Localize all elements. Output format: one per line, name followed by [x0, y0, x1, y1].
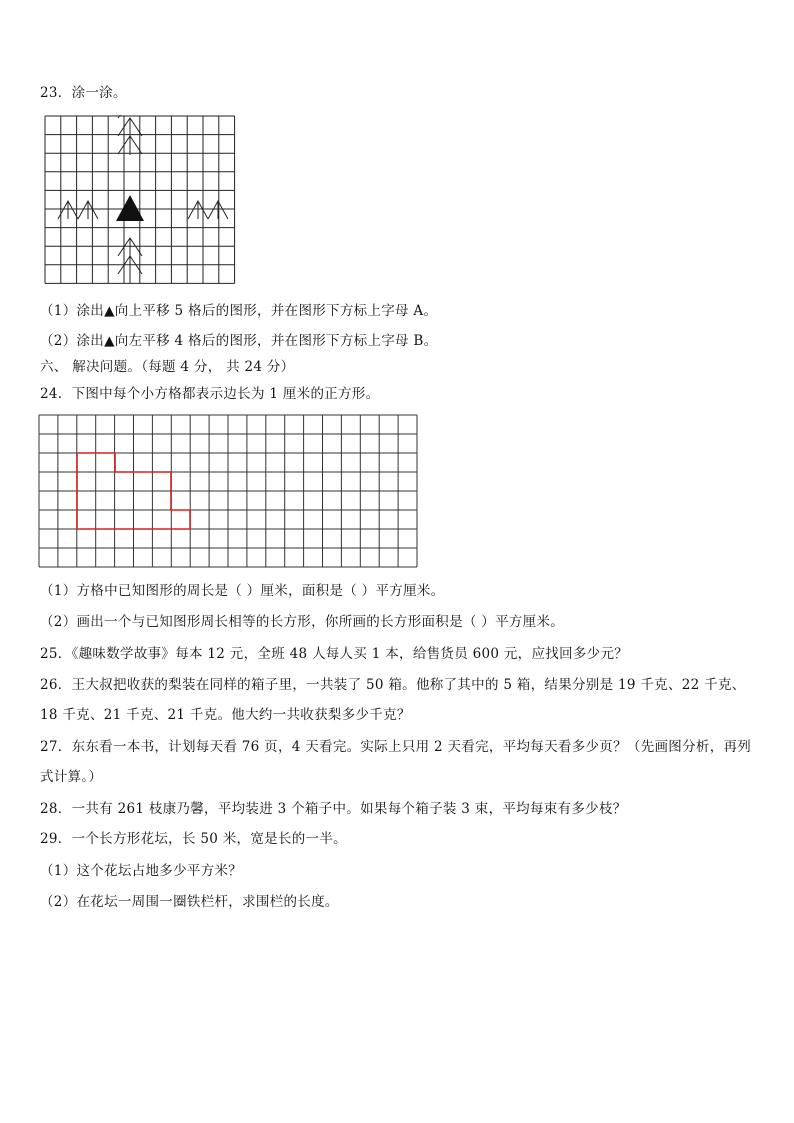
- q23-grid: [44, 115, 236, 287]
- q24-grid: [38, 413, 418, 569]
- q26-text: 26．王大叔把收获的梨装在同样的箱子里，一共装了 50 箱。他称了其中的 5 箱，结果分别是 19 千克、22 千克、18 千克、21 千克、21 千克。他大约一共收获梨多少千克？: [40, 677, 746, 723]
- section6-title: 六、 解决问题。（每题 4 分， 共 24 分）: [40, 359, 295, 375]
- q24-sub2: （2）画出一个与已知图形周长相等的长方形，你所画的长方形面积是（ ）平方厘米。: [40, 614, 565, 630]
- q23-sub1: （1）涂出▲向上平移 5 格后的图形，并在图形下方标上字母 A。: [40, 303, 438, 319]
- q27-text: 27．东东看一本书，计划每天看 76 页，4 天看完。实际上只用 2 天看完，平均每天看多少页？（先画图分析，再列式计算。）: [40, 739, 752, 785]
- q24-sub1: （1）方格中已知图形的周长是（ ）厘米，面积是（ ）平方厘米。: [40, 583, 445, 599]
- q24-title: 24．下图中每个小方格都表示边长为 1 厘米的正方形。: [40, 386, 380, 402]
- q23-title: 23．涂一涂。: [40, 85, 127, 101]
- q25-text: 25．《趣味数学故事》每本 12 元，全班 48 人每人买 1 本，给售货员 600 元，应找回多少元？: [40, 646, 629, 662]
- q29-sub1: （1）这个花坛占地多少平方米？: [40, 863, 243, 879]
- q23-sub2: （2）涂出▲向左平移 4 格后的图形，并在图形下方标上字母 B。: [40, 333, 438, 349]
- q29-sub2: （2）在花坛一周围一圈铁栏杆，求围栏的长度。: [40, 894, 339, 910]
- q29-text: 29．一个长方形花坛，长 50 米，宽是长的一半。: [40, 831, 347, 847]
- q28-text: 28．一共有 261 枝康乃馨，平均装进 3 个箱子中。如果每个箱子装 3 束，平均每束有多少枝？: [40, 801, 627, 817]
